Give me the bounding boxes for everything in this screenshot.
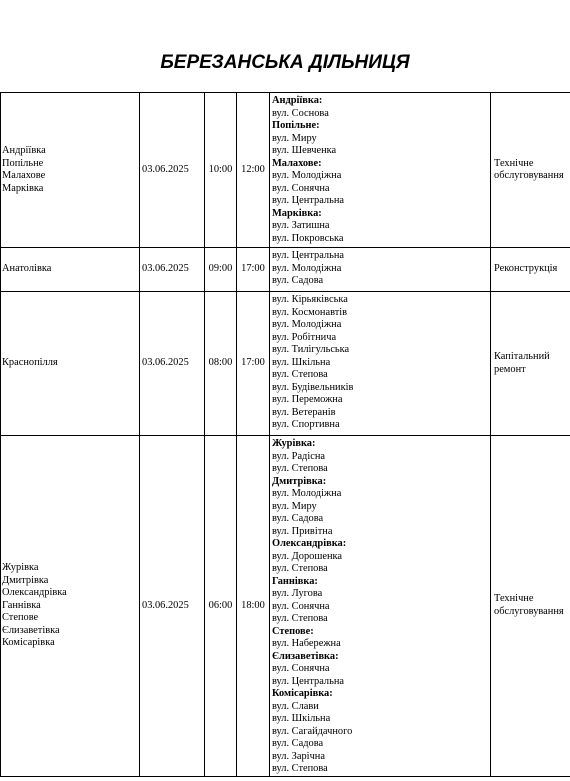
start-time-cell: 09:00 bbox=[205, 248, 237, 292]
street-item: вул. Дорошенка bbox=[272, 550, 343, 562]
list-item: Попільне bbox=[2, 157, 44, 169]
street-item: вул. Ветеранів bbox=[272, 406, 336, 418]
list-item: Малахове bbox=[2, 170, 46, 181]
street-item: вул. Степова bbox=[272, 463, 328, 474]
street-item: вул. Центральна bbox=[272, 675, 345, 687]
list-item: Технічне bbox=[494, 157, 534, 169]
list-item: Андріївка bbox=[2, 145, 46, 156]
settlements-list bbox=[2, 145, 137, 195]
village-header: Марківка: bbox=[272, 207, 322, 219]
settlements-cell bbox=[1, 436, 140, 777]
work-type-text bbox=[494, 593, 568, 618]
list-item: Єлизаветівка bbox=[2, 624, 60, 636]
work-type-cell bbox=[491, 248, 570, 292]
street-item: вул. Затишна bbox=[272, 220, 330, 231]
village-header: Степове: bbox=[272, 625, 314, 637]
list-item: Краснопілля bbox=[2, 357, 58, 369]
street-item: вул. Привітна bbox=[272, 525, 333, 537]
streets-list bbox=[272, 438, 488, 776]
street-item: вул. Степова bbox=[272, 563, 328, 574]
list-item: ремонт bbox=[494, 363, 526, 375]
outage-schedule-table bbox=[0, 92, 570, 777]
work-type-text bbox=[494, 158, 568, 183]
list-item: Капітальний bbox=[494, 351, 550, 362]
table-row bbox=[1, 436, 570, 777]
street-item: вул. Переможна bbox=[272, 394, 343, 405]
street-item: вул. Миру bbox=[272, 132, 317, 144]
settlements-cell bbox=[1, 248, 140, 292]
settlements-list bbox=[2, 562, 137, 650]
street-item: вул. Покровська bbox=[272, 232, 344, 244]
list-item: Комісарівка bbox=[2, 637, 55, 648]
settlements-cell bbox=[1, 292, 140, 436]
start-time-cell: 08:00 bbox=[205, 292, 237, 436]
street-item: вул. Центральна bbox=[272, 195, 345, 206]
street-item: вул. Сонячна bbox=[272, 600, 330, 612]
street-item: вул. Шкільна bbox=[272, 356, 331, 368]
settlements-cell bbox=[1, 93, 140, 248]
list-item: Реконструкція bbox=[494, 263, 558, 275]
street-item: вул. Сонячна bbox=[272, 663, 330, 674]
street-item: вул. Будівельників bbox=[272, 381, 354, 393]
street-item: вул. Шкільна bbox=[272, 713, 331, 724]
street-item: вул. Слави bbox=[272, 700, 319, 712]
street-item: вул. Молодіжна bbox=[272, 262, 342, 274]
work-type-cell bbox=[491, 436, 570, 777]
street-item: вул. Набережна bbox=[272, 638, 341, 649]
village-header: Журівка: bbox=[272, 438, 316, 449]
street-item: вул. Степова bbox=[272, 369, 328, 380]
street-item: вул. Миру bbox=[272, 500, 317, 512]
street-item: вул. Тилігульська bbox=[272, 344, 350, 355]
street-item: вул. Лугова bbox=[272, 588, 323, 599]
streets-list bbox=[272, 95, 488, 245]
list-item: Журівка bbox=[2, 562, 39, 573]
list-item: обслуговування bbox=[494, 170, 564, 181]
work-type-cell bbox=[491, 93, 570, 248]
end-time-cell: 18:00 bbox=[237, 436, 270, 777]
street-item: вул. Кірьяківська bbox=[272, 294, 348, 305]
village-header: Дмитрівка: bbox=[272, 475, 327, 487]
street-item: вул. Сагайдачного bbox=[272, 725, 353, 737]
village-header: Ганнівка: bbox=[272, 575, 318, 587]
village-header: Андріївка: bbox=[272, 95, 323, 106]
list-item: Технічне bbox=[494, 593, 534, 605]
street-item: вул. Соснова bbox=[272, 107, 329, 119]
list-item: Степове bbox=[2, 612, 39, 623]
streets-cell bbox=[270, 436, 491, 777]
street-item: вул. Шевченка bbox=[272, 145, 337, 156]
table-body bbox=[1, 93, 570, 777]
list-item: Олександрівка bbox=[2, 587, 67, 598]
street-item: вул. Садова bbox=[272, 738, 324, 749]
start-time-cell: 10:00 bbox=[205, 93, 237, 248]
page-title: БЕРЕЗАНСЬКА ДІЛЬНИЦЯ bbox=[160, 52, 410, 73]
street-item: вул. Садова bbox=[272, 275, 324, 286]
streets-cell bbox=[270, 292, 491, 436]
date-cell: 03.06.2025 bbox=[140, 292, 205, 436]
street-item: вул. Космонавтів bbox=[272, 306, 348, 318]
table-row bbox=[1, 292, 570, 436]
list-item: Марківка bbox=[2, 182, 44, 194]
street-item: вул. Центральна bbox=[272, 250, 345, 261]
streets-cell bbox=[270, 248, 491, 292]
village-header: Малахове: bbox=[272, 157, 322, 169]
settlements-list bbox=[2, 263, 137, 276]
street-item: вул. Зарічна bbox=[272, 750, 325, 762]
street-item: вул. Степова bbox=[272, 613, 328, 624]
table-row bbox=[1, 248, 570, 292]
list-item: Анатолівка bbox=[2, 263, 52, 275]
streets-list bbox=[272, 294, 488, 432]
street-item: вул. Радісна bbox=[272, 450, 326, 462]
list-item: Дмитрівка bbox=[2, 574, 49, 586]
street-item: вул. Спортивна bbox=[272, 419, 340, 430]
village-header: Попільне: bbox=[272, 120, 320, 131]
settlements-list bbox=[2, 357, 137, 370]
work-type-cell bbox=[491, 292, 570, 436]
street-item: вул. Робітнича bbox=[272, 331, 337, 343]
work-type-text bbox=[494, 351, 568, 376]
work-type-text bbox=[494, 263, 568, 276]
end-time-cell: 17:00 bbox=[237, 292, 270, 436]
streets-cell bbox=[270, 93, 491, 248]
table-row bbox=[1, 93, 570, 248]
list-item: Ганнівка bbox=[2, 599, 41, 611]
list-item: обслуговування bbox=[494, 605, 564, 617]
street-item: вул. Молодіжна bbox=[272, 488, 342, 499]
village-header: Олександрівка: bbox=[272, 538, 347, 549]
end-time-cell: 17:00 bbox=[237, 248, 270, 292]
street-item: вул. Молодіжна bbox=[272, 319, 342, 330]
village-header: Комісарівка: bbox=[272, 688, 333, 699]
date-cell: 03.06.2025 bbox=[140, 93, 205, 248]
street-item: вул. Садова bbox=[272, 513, 324, 524]
street-item: вул. Сонячна bbox=[272, 182, 330, 194]
start-time-cell: 06:00 bbox=[205, 436, 237, 777]
street-item: вул. Степова bbox=[272, 763, 328, 774]
village-header: Єлизаветівка: bbox=[272, 650, 339, 662]
date-cell: 03.06.2025 bbox=[140, 436, 205, 777]
street-item: вул. Молодіжна bbox=[272, 170, 342, 181]
streets-list bbox=[272, 250, 488, 288]
end-time-cell: 12:00 bbox=[237, 93, 270, 248]
date-cell: 03.06.2025 bbox=[140, 248, 205, 292]
